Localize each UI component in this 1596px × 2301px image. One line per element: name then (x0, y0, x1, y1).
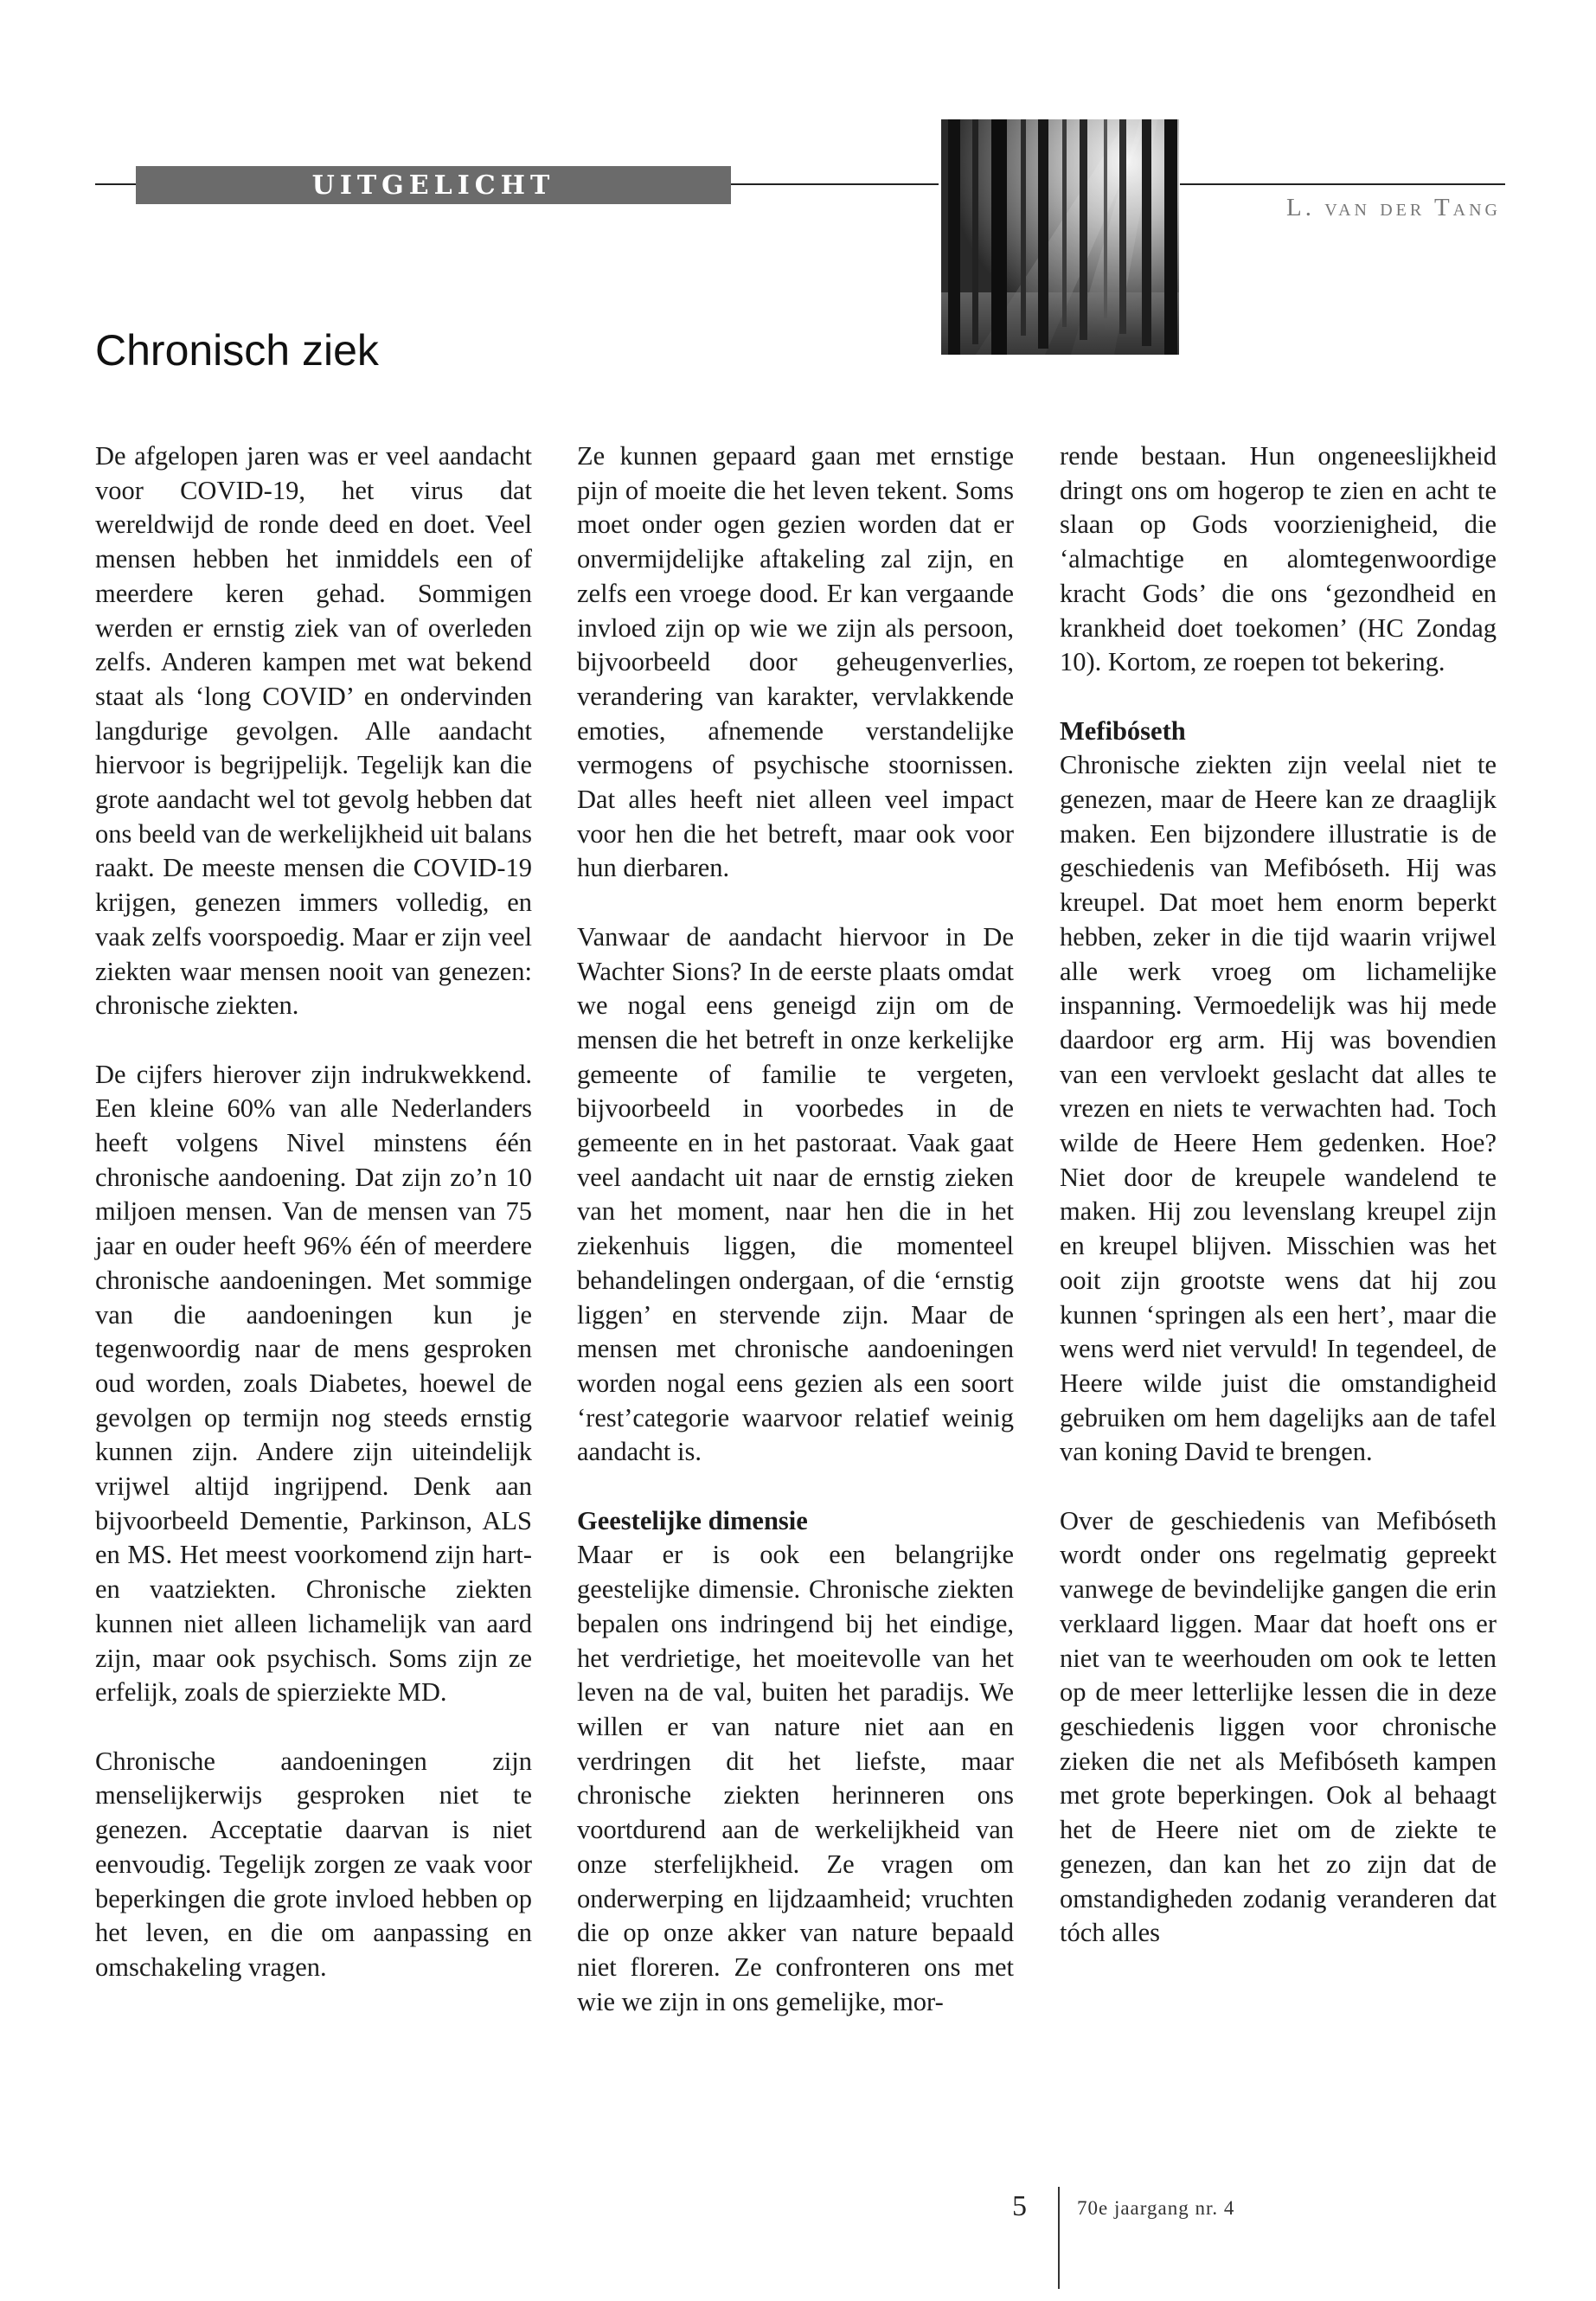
article-title: Chronisch ziek (95, 325, 379, 375)
paragraph: Vanwaar de aandacht hiervoor in De Wachter Sions? In de eerste plaats omdat we nogal eens geneigd zijn om de mensen die het betreft in onze kerkelijke gemeente of familie te vergeten, bijvoorbeeld in voorbedes in de gemeente en in het pastoraat. Vaak gaat veel aandacht uit naar de ernstig zieken van het moment, naar hen die in het ziekenhuis liggen, die momenteel behandelingen ondergaan, of die ‘ernstig liggen’ en stervende zijn. Maar de mensen met chronische aandoeningen worden nogal eens gezien als een soort ‘rest’categorie waarvoor relatief weinig aandacht is. (577, 921, 1014, 1467)
paragraph: Over de geschiedenis van Mefibóseth wordt onder ons regelmatig gepreekt vanwege de bevindelijke gangen die erin verklaard liggen. Maar dat hoeft ons er niet van te weerhouden om ook te letten op de meer letterlijke lessen die in deze geschiedenis liggen voor chronische zieken die net als Mefibóseth kampen met grote beperkingen. Ook al behaagt het de Heere niet om de ziekte te genezen, dan kan het zo zijn dat de omstandigheden zodanig veranderen dat tóch alles (1060, 1505, 1497, 1948)
forest-photo (941, 119, 1179, 355)
paragraph: Ze kunnen gepaard gaan met ernstige pijn of moeite die het leven tekent. Soms moet onder ogen gezien worden dat er onvermijdelijke aftakeling zal zijn, en zelfs een vroege dood. Er kan vergaande invloed zijn op wie we zijn als persoon, bijvoorbeeld door geheugenverlies, verandering van karakter, vervlakkende emoties, afnemende verstandelijke vermogens of psychische stoornissen. Dat alles heeft niet alleen veel impact voor hen die het betreft, maar ook voor hun dierbaren. (577, 441, 1014, 883)
page-number: 5 (1012, 2190, 1027, 2222)
header-rule-middle (731, 183, 939, 185)
paragraph: rende bestaan. Hun ongeneeslijkheid dringt ons om hogerop te zien en acht te slaan op Gods voorzienigheid, die ‘almachtige en alomtegenwoordige kracht Gods’ die ons ‘gezondheid en krankheid doet toekomen’ (HC Zondag 10). Kortom, ze roepen tot bekering. (1060, 441, 1497, 677)
paragraph: Chronische ziekten zijn veelal niet te genezen, maar de Heere kan ze draaglijk maken. Een bijzondere illustratie is de geschiedenis van Mefibóseth. Hij was kreupel. Dat moet hem enorm beperkt hebben, zeker in die tijd waarin vrijwel alle werk vroeg om lichamelijke inspanning. Vermoedelijk was hij mede daardoor erg arm. Hij was bovendien van een vervloekt geslacht dat alles te vrezen en niets te verwachten had. Toch wilde de Heere Hem gedenken. Hoe? Niet door de kreupele wandelend te maken. Hij zou levenslang kreupel zijn en kreupel blijven. Misschien was het ooit zijn grootste wens dat hij zou kunnen ‘springen als een hert’, maar die wens werd niet vervuld! In tegendeel, de Heere wilde juist die omstandigheid gebruiken om hem dagelijks aan de tafel van koning David te brengen. (1060, 750, 1497, 1467)
subheading: Geestelijke dimensie (577, 1505, 808, 1535)
header-rule-right (1180, 183, 1505, 185)
article-column-2 (577, 439, 1014, 2054)
footer-divider (1058, 2187, 1060, 2289)
author-name: L. van der Tang (1286, 194, 1501, 221)
subheading: Mefibóseth (1060, 715, 1186, 746)
paragraph: De cijfers hierover zijn indrukwekkend. Een kleine 60% van alle Nederlanders heeft volgens Nivel minstens één chronische aandoening. Dat zijn zo’n 10 miljoen mensen. Van de mensen van 75 jaar en ouder heeft 96% één of meerdere chronische aandoeningen. Met sommige van die aandoeningen kun je tegenwoordig naar de mens gesproken oud worden, zoals Diabetes, hoewel de gevolgen op termijn nog steeds ernstig kunnen zijn. Andere zijn uiteindelijk vrijwel altijd ingrijpend. Denk aan bijvoorbeeld Dementie, Parkinson, ALS en MS. Het meest voorkomend zijn hart- en vaatziekten. Chronische ziekten kunnen niet alleen lichamelijk van aard zijn, maar ook psychisch. Soms zijn ze erfelijk, zoals de spierziekte MD. (95, 1059, 532, 1708)
issue-label: 70e jaargang nr. 4 (1077, 2197, 1235, 2219)
section-label: UITGELICHT (136, 166, 731, 204)
paragraph: Maar er is ook een belangrijke geestelijke dimensie. Chronische ziekten bepalen ons indringend bij het eindige, het verdrietige, het moeitevolle van het leven na de val, buiten het paradijs. We willen er van nature niet aan en verdringen dit het liefste, maar chronische ziekten herinneren ons voortdurend aan de werkelijkheid van onze sterfelijkheid. Ze vragen om onderwerping en lijdzaamheid; vruchten die op onze akker van nature bepaald niet floreren. Ze confronteren ons met wie we zijn in ons gemelijke, mor- (577, 1540, 1014, 2016)
paragraph: De afgelopen jaren was er veel aandacht voor COVID-19, het virus dat wereldwijd de ronde deed en doet. Veel mensen hebben het inmiddels een of meerdere keren gehad. Sommigen werden er ernstig ziek van of overleden zelfs. Anderen kampen met wat bekend staat als ‘long COVID’ en ondervinden langdurige gevolgen. Alle aandacht hiervoor is begrijpelijk. Tegelijk kan die grote aandacht wel tot gevolg hebben dat ons beeld van de werkelijkheid uit balans raakt. De meeste mensen die COVID-19 krijgen, genezen immers volledig, en vaak zelfs voorspoedig. Maar er zijn veel ziekten waar mensen nooit van genezen: chronische ziekten. (95, 441, 532, 1021)
article-column-1 (95, 439, 532, 2019)
article-column-3 (1060, 439, 1497, 1985)
paragraph: Chronische aandoeningen zijn menselijkerwijs gesproken niet te genezen. Acceptatie daarvan is niet eenvoudig. Tegelijk zorgen ze vaak voor beperkingen die grote invloed hebben op het leven, en die om aanpassing en omschakeling vragen. (95, 1746, 532, 1982)
